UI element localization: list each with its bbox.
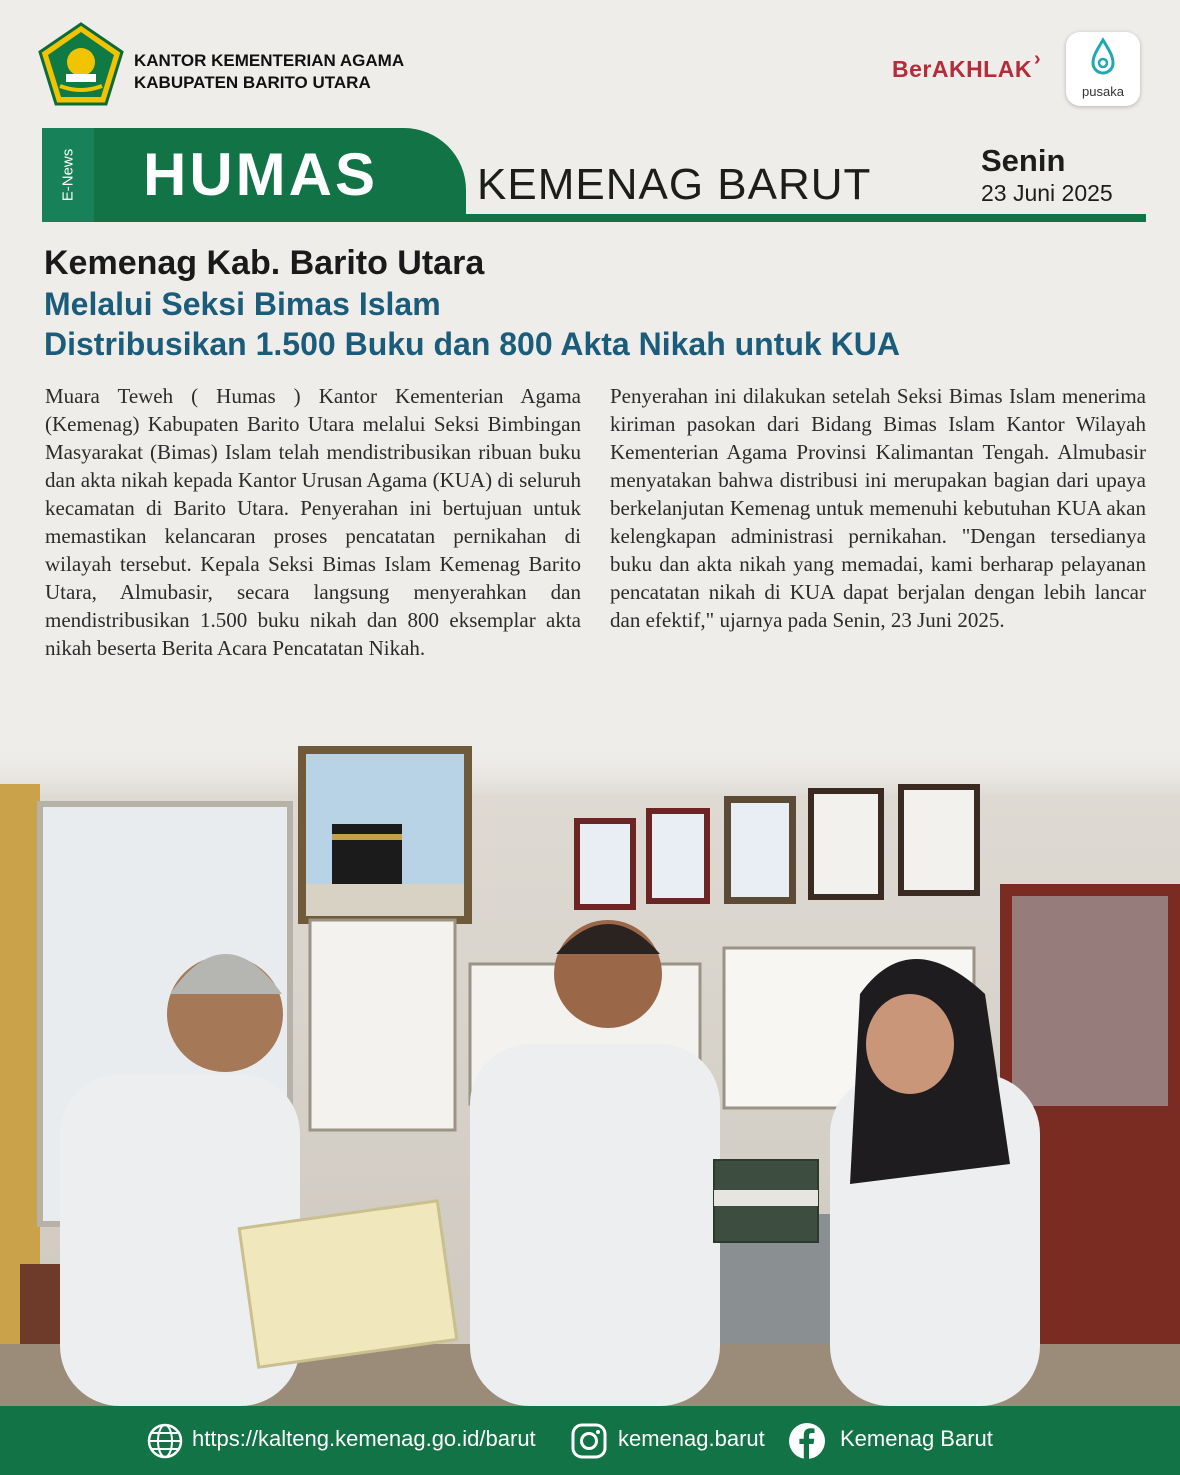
pusaka-drop-icon (1066, 32, 1140, 84)
notice-board (310, 920, 455, 1130)
publish-day: Senin (981, 143, 1066, 178)
globe-icon (146, 1422, 184, 1460)
news-photo (0, 744, 1180, 1406)
book-bundle (239, 1201, 457, 1367)
website-link[interactable]: https://kalteng.kemenag.go.id/barut (192, 1426, 536, 1451)
instagram-icon (570, 1422, 608, 1460)
kemenag-logo-icon (38, 22, 124, 108)
headline-line3: Distribusikan 1.500 Buku dan 800 Akta Nikah untuk KUA (44, 326, 900, 362)
footer-bar (0, 1406, 1180, 1475)
institution-name (134, 50, 404, 94)
article-column-left: Muara Teweh ( Humas ) Kantor Kementerian Agama (Kemenag) Kabupaten Barito Utara melalui Seksi Bimbingan Masyarakat (Bimas) Islam telah mendistribusikan ribuan buku dan akta nikah kepada Kantor Urusan Agama (KUA) di seluruh kecamatan di Barito Utara. Penyerahan ini bertujuan untuk memastikan kelancaran proses pencatatan pernikahan di wilayah tersebut. Kepala Seksi Bimas Islam Kemenag Barito Utara, Almubasir, secara langsung menyerahkan dan mendistribusikan 1.500 buku nikah dan 800 eksemplar akta nikah beserta Berita Acara Pencatatan Nikah. (45, 384, 581, 660)
banner-underline (462, 214, 1146, 222)
facebook-page[interactable]: Kemenag Barut (840, 1426, 993, 1451)
enews-label: E-News (59, 148, 77, 202)
enews-tab (42, 128, 94, 222)
pusaka-label: pusaka (1082, 84, 1124, 99)
institution-line1: KANTOR KEMENTERIAN AGAMA (134, 51, 405, 70)
chevron-right-icon: › (1033, 48, 1042, 70)
instagram-handle[interactable]: kemenag.barut (618, 1426, 765, 1451)
publish-date: 23 Juni 2025 (981, 180, 1113, 206)
headline-line2: Melalui Seksi Bimas Islam (44, 286, 441, 322)
banner-subtitle: KEMENAG BARUT (477, 160, 872, 209)
institution-line2: KABUPATEN BARITO UTARA (134, 73, 371, 92)
berakhlak-text: BerAKHLAK (892, 56, 1032, 82)
berakhlak-logo (892, 48, 1042, 83)
pusaka-logo (1066, 32, 1140, 106)
facebook-icon (788, 1422, 826, 1460)
humas-title: HUMAS (143, 141, 378, 208)
curtain (0, 784, 40, 1344)
headline-line1: Kemenag Kab. Barito Utara (44, 244, 485, 282)
article-column-right: Penyerahan ini dilakukan setelah Seksi Bimas Islam menerima kiriman pasokan dari Bidang Bimas Islam Kantor Wilayah Kementerian Agama Provinsi Kalimantan Tengah. Almubasir menyatakan bahwa distribusi ini merupakan bagian dari upaya berkelanjutan Kemenag untuk memenuhi kebutuhan KUA akan kelengkapan administrasi pernikahan. "Dengan tersedianya buku dan akta nikah yang memadai, kami berharap pelayanan pencatatan nikah di KUA dapat berjalan dengan lebih lancar dan efektif," ujarnya pada Senin, 23 Juni 2025. (610, 384, 1146, 632)
